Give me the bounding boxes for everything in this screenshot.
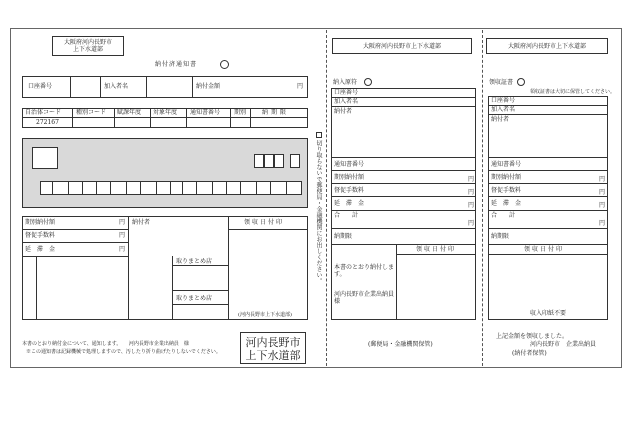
issuer-box — [52, 36, 124, 56]
ocr-digit-strip — [40, 181, 302, 195]
middle-total-label: 合 計 — [334, 212, 359, 219]
ocr-box-right-4 — [290, 154, 300, 168]
middle-payee-label: 加入者名 — [334, 98, 359, 105]
collect-store-2: 取りまとめ店 — [176, 295, 213, 302]
receipt-title: 納入原符 — [333, 79, 358, 86]
right-late-label: 延 滞 金 — [491, 200, 522, 207]
right-keep-note: (納付者保管) — [512, 350, 547, 357]
middle-late-label: 延 滞 金 — [334, 200, 365, 207]
dept-stamp-dept: 上下水道部 — [245, 349, 301, 362]
right-late-yen: 円 — [599, 202, 606, 209]
dept-stamp-box — [240, 332, 306, 364]
middle-payee-org: 河内長野市企業出納員 様 — [334, 291, 401, 305]
middle-issuer-box: 大阪府河内長野市上下水道部 — [332, 38, 472, 54]
code-header-target-year: 対象年度 — [153, 109, 178, 116]
seal-mark-icon — [220, 60, 229, 69]
middle-reminder-yen: 円 — [468, 189, 475, 196]
seal-mark-icon-3 — [517, 78, 525, 86]
right-form — [488, 96, 608, 320]
middle-reminder-label: 督促手数料 — [334, 187, 365, 194]
right-payee-label: 加入者名 — [491, 106, 516, 113]
middle-account-label: 口座番号 — [334, 89, 359, 96]
ryoshu-title: 領収証書 — [489, 79, 514, 86]
middle-late-yen: 円 — [468, 202, 475, 209]
right-reminder-yen: 円 — [599, 189, 606, 196]
municipality-code-value: 272167 — [36, 119, 59, 126]
late-fee-yen: 円 — [119, 246, 126, 253]
ocr-box-right-1 — [254, 154, 264, 168]
right-payer-label: 納付者 — [491, 116, 510, 123]
code-header-municipality: 自治体コード — [25, 109, 62, 116]
period-amount-label: 期別納付額 — [25, 219, 56, 226]
middle-notice-no-label: 通知書番号 — [334, 161, 365, 168]
code-header-period: 期別 — [234, 109, 247, 116]
collector-note: (河内長野市上下水道部) — [238, 312, 292, 318]
right-received-text: 上記金額を領収しました。 — [496, 333, 569, 340]
collect-store-1: 取りまとめ店 — [176, 258, 213, 265]
middle-stamp-label: 領収日付印 — [416, 246, 457, 253]
middle-keep-note: (郵便局・金融機関保管) — [368, 341, 433, 348]
ryoshu-note: 領収証書は大切に保管してください。 — [530, 89, 616, 95]
right-reminder-label: 督促手数料 — [491, 187, 522, 194]
right-issuer-box: 大阪府河内長野市上下水道部 — [486, 38, 608, 54]
right-account-label: 口座番号 — [491, 97, 516, 104]
right-stamp-free: 収入印紙不要 — [530, 310, 567, 317]
payer-label: 納付者 — [132, 219, 151, 226]
pay-amount-label: 納付金額 — [196, 83, 221, 90]
period-amount-yen: 円 — [119, 219, 126, 226]
ocr-box-right-2 — [264, 154, 274, 168]
right-period-yen: 円 — [599, 176, 606, 183]
middle-due-label: 納期限 — [334, 233, 353, 240]
reminder-fee-label: 督促手数料 — [25, 232, 56, 239]
payee-name-label: 加入者名 — [104, 83, 129, 90]
middle-body-text: 本書のとおり納付します。 — [334, 264, 395, 278]
late-fee-label: 延 滞 金 — [25, 246, 56, 253]
right-notice-no-label: 通知書番号 — [491, 161, 522, 168]
code-header-type: 種別コード — [76, 109, 107, 116]
right-stamp-label: 領収日付印 — [524, 246, 565, 253]
code-header-notice-no: 通知書番号 — [190, 109, 221, 116]
right-receiver: 河内長野市 企業出納員 — [530, 341, 597, 348]
account-no-label: 口座番号 — [28, 83, 53, 90]
right-due-label: 納期限 — [491, 233, 510, 240]
ocr-box-left — [32, 147, 58, 169]
issuer-dept: 上下水道部 — [72, 46, 103, 53]
dept-stamp-city: 河内長野市 — [245, 336, 301, 349]
amount-block — [22, 216, 308, 320]
cut-checkbox — [316, 132, 322, 138]
seal-mark-icon-2 — [364, 78, 372, 86]
right-period-label: 期別納付額 — [491, 174, 522, 181]
account-row — [22, 76, 308, 98]
right-total-label: 合 計 — [491, 212, 516, 219]
middle-payer-label: 納付者 — [334, 108, 353, 115]
right-total-yen: 円 — [599, 220, 606, 227]
footnote-1: 本書のとおり納付金について、通知します。 河内長野市企業出納員 様 — [22, 341, 189, 347]
footnote-2: ※この通知書は記録機械で処理しますので、汚したり折り曲げたりしないでください。 — [26, 349, 221, 355]
code-header-due: 納期限 — [262, 109, 290, 116]
notice-title: 納付済通知書 — [155, 61, 198, 68]
middle-period-label: 期別納付額 — [334, 174, 365, 181]
reminder-fee-yen: 円 — [119, 232, 126, 239]
cut-note: 切り取らないで郵便局・金融機関にお出しください。 — [315, 140, 322, 284]
pay-amount-yen: 円 — [297, 83, 304, 90]
ocr-band — [22, 138, 308, 208]
code-header-levy-year: 賦課年度 — [117, 109, 142, 116]
issuer-city: 大阪府河内長野市 — [63, 39, 112, 46]
middle-period-yen: 円 — [468, 176, 475, 183]
middle-total-yen: 円 — [468, 220, 475, 227]
stamp-label: 領収日付印 — [244, 219, 285, 226]
ocr-box-right-3 — [274, 154, 284, 168]
